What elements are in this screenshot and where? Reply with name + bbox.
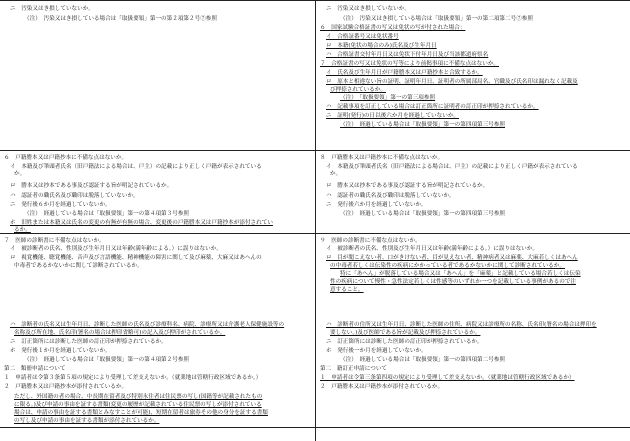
right-line: 特に「あへん」が脱落している場合又は「あへん」を「麻薬」と記載している場合若しくは伝染 [340,271,581,277]
right-line: 意すること。 [330,287,364,293]
right-line: ６ 国家試験合格証書の写又は免状の写が付された場合： [320,25,466,31]
right-line: ハ 診断者の住所又は生年月日、診断した医師の住所、病院又は診療所の名称、氏名印(署名の場合は押印を [326,322,597,328]
left-line: イ 本籍及び筆頭者氏名（旧戸籍法による場合は、戸主）の記載により正しく戸籍が表示されている [10,164,262,170]
left-line: るか。 [14,227,31,233]
right-line: 要しない。)及び医師である旨が記載及び押捺されているか。 [330,330,481,336]
left-line: 名称及び所在地、氏名印(署名の場合は押印省略可)の記入及び押印がされているか。 [14,330,226,336]
right-line: か。 [330,171,342,177]
right-line: ロ 本籍(免状の場合のみ)氏名及び生年月日 [326,43,437,49]
left-line: 第二 類冊申請について [4,366,66,372]
left-line: ６ 戸籍謄本又は戸籍抄本に不備な点はないか。 [4,155,128,161]
left-line: ２ 戸籍謄本又は戸籍抄本が添付されているか。 [4,384,128,390]
right-line: の中毒者若しくは伝染性の疾病にかかっている者であるかないかに関して診断されているか。 [330,263,565,269]
left-line: （注） 経過している場合は「取扱要領」第一の第４項第３号参照 [24,211,190,217]
left-line: （注） 経過している場合は「取扱要領」第一の第４項第２号参照 [24,357,190,363]
left-line: （注） 汚染又はき損している場合は「取扱要領」第一の第２項第２号⑦参照 [24,16,217,22]
left-line: に限る。)及び申請の事由を証する書類(変更の履歴が記載されている住民票の写しが添付されている [14,402,262,408]
right-line: ニ 汚染又はき損していないか。 [326,6,410,12]
right-line: ロ 目が聞こえない者、口がきけない者、目が見えない者、精神病者又は麻薬、大麻若しくはあへん [326,255,578,261]
right-line: ハ 記載事項を訂正している場合は訂正箇所に証明者の訂正印が押捺されているか。 [326,104,539,110]
left-line: か。 [14,171,26,177]
left-line: ニ 発行後６か月を経過していないか。 [10,202,111,208]
left-line: ニ 訂正箇所には診断した医師の訂正印が押捺されているか。 [10,339,167,345]
right-line: ニ 訂正箇所には診断した医師の訂正印が押捺されているか。 [326,339,483,345]
right-line: ニ 発行後六か月を経過していないか。 [326,202,427,208]
right-line: イ 合格証番号又は免状番号 [326,34,399,40]
left-line: イ 被診断者の氏名、性別及び生年月日又は年齢(満年齢による。）に誤りはないか。 [10,246,222,252]
right-line: 第二 籍訂正申請について [320,366,388,372]
left-line: ロ 謄本又は抄本である事及び認証する旨が明記されているか。 [10,183,173,189]
left-line: ロ 視覚機能、聴覚機能、音声及び言語機能、精神機能の障害に関して及び麻薬、大麻又はあへんの [10,255,262,261]
left-line: ニ 汚染又はき損していないか。 [10,6,94,12]
right-line: ２ 戸籍謄本又は戸籍抄本が添付されているか。 [320,384,444,390]
left-line: の写し及び申請の事由を証する書類が添付されているか。 [14,418,160,424]
right-line: ロ 謄本又は抄本である事及び認証する旨が明記されているか。 [326,183,489,189]
right-column-current-text [316,0,630,441]
right-line: （注） 汚染又はき損している場合は「取扱要領」第一の第二項第二号⑦参照 [340,16,533,22]
right-line: ハ 認証者の職氏名及び職印は脱落していないか。 [326,193,455,199]
right-line: ８ 戸籍謄本又は戸籍抄本に不備な点はないか。 [320,155,444,161]
right-line: １ 申請者は令第三条第四項の規定により受理して差支えないか。（就業地は管轄行政区域であるか） [320,375,575,381]
right-line: イ 氏名及び生年月日が戸籍謄本又は戸籍抄本と合致するか。 [326,70,483,76]
right-line: ロ 原本と相違ない旨の証明、証明年月日、証明者の所属部局名、官職及び氏名印は漏れなく記載及 [326,79,578,85]
right-line: （注） 「取扱要領」第一の第三項参照 [340,95,436,101]
left-line: ホ 旧姓または本籍又は氏名の変更の有無が有無の場合、変更後の戸籍謄本又は戸籍抄本が添付されてい [10,220,273,226]
right-line: 性の疾病について慢性・急性法定若しくは性感等のいずれか一つを記載している事例があるので注 [330,279,577,285]
right-line: （注） 経過している場合は「取扱要領」第一の第四項第三号参照 [340,211,506,217]
right-line: ９ 医師の診断書に不備な点はないか。 [320,238,421,244]
right-line: イ 本籍及び筆頭者氏名（旧戸籍法による場合は、戸主）の記載により正しく戸籍が表示されている [326,164,578,170]
right-line: び押捺されているか。 [330,87,386,93]
right-line: ７ 合格証書の写又は免状の写等により前掲事項に不備な点はないか。 [320,61,500,67]
left-line: ７ 医師の診断書に不備な点はないか。 [4,238,105,244]
right-line: ハ 合格証書交付年月日又は免状下付年月日及び当該都道府県名 [326,52,489,58]
left-line: １ 申請者は令第３条第５項の規定により受理して差支えないか。（就業地は管轄行政区域であるか。） [4,375,262,381]
right-line: （注） 経過している場合は「取扱要領」第一の第四項第二号参照 [340,357,506,363]
left-line: ハ 診断者の氏名又は生年月日、診断した医師の氏名及び診療科名、病院、診療所又は介護老人保健施設等の [10,322,285,328]
right-line: ホ 発行後一か月を経過していないか。 [326,348,427,354]
left-line: ただし、外国籍の者の場合、中長期在留者及び特別永住者は住民票の写し(国籍等が記載されたもの [14,394,263,400]
left-line: ハ 認証者の職氏名及び職印は脱落していないか。 [10,193,139,199]
left-line: 中毒者であるかないかに関して診断されているか。 [14,263,143,269]
right-line: イ 被診断者の氏名、性別及び生年月日又は年齢(満年齢による。）に誤りはないか。 [326,246,538,252]
left-line: ホ 発行後１か月を経過していないか。 [10,348,111,354]
right-line: （注） 経過している場合は「取扱要領」第一の第四項第三号参照 [340,122,506,128]
left-line: 場合は、申請の事由を証する書類とみなすことが可能)、短期在留者は旅券その他の身分を証する書類 [14,410,268,416]
right-line: ニ 証明(発行)の日以後六か月を経過していないか。 [326,113,460,119]
